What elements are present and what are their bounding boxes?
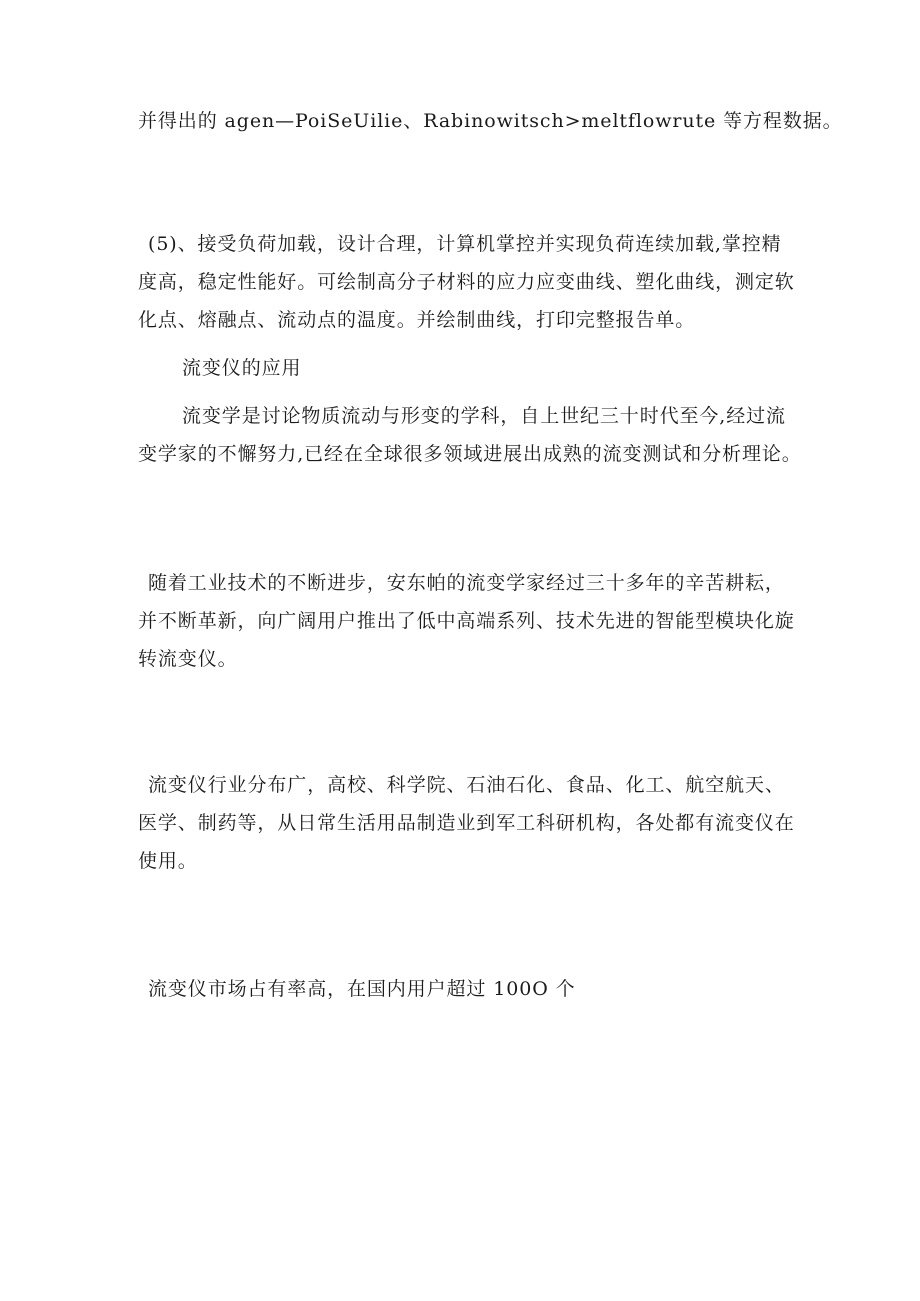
paragraph-5-line-2: 医学、制药等，从日常生活用品制造业到军工科研机构，各处都有流变仪在 [138,812,795,834]
paragraph-3-line-1: 流变学是讨论物质流动与形变的学科，自上世纪三十时代至今,经过流 [182,405,786,427]
paragraph-1-line-1: 并得出的 agen—PoiSeUilie、Rabinowitsch>meltflowrute 等方程数据。 [138,110,843,132]
paragraph-3-line-2: 变学家的不懈努力,已经在全球很多领域进展出成熟的流变测试和分析理论。 [138,443,802,465]
paragraph-4-line-2: 并不断革新，向广阔用户推出了低中高端系列、技术先进的智能型模块化旋 [138,610,795,632]
paragraph-6-line-1: 流变仪市场占有率高，在国内用户超过 100O 个 [148,978,576,1000]
paragraph-4-line-3: 转流变仪。 [138,648,238,670]
paragraph-4-line-1: 随着工业技术的不断进步，安东帕的流变学家经过三十多年的辛苦耕耘， [148,572,785,594]
paragraph-5-line-1: 流变仪行业分布广，高校、科学院、石油石化、食品、化工、航空航天、 [148,774,785,796]
paragraph-5-line-3: 使用。 [138,850,198,872]
section-heading: 流变仪的应用 [182,357,302,379]
paragraph-2-line-2: 度高，稳定性能好。可绘制高分子材料的应力应变曲线、塑化曲线，测定软 [138,271,795,293]
paragraph-2-line-3: 化点、熔融点、流动点的温度。并绘制曲线，打印完整报告单。 [138,309,696,331]
paragraph-2-line-1: (5)、接受负荷加载，设计合理，计算机掌控并实现负荷连续加载,掌控精 [148,233,782,255]
